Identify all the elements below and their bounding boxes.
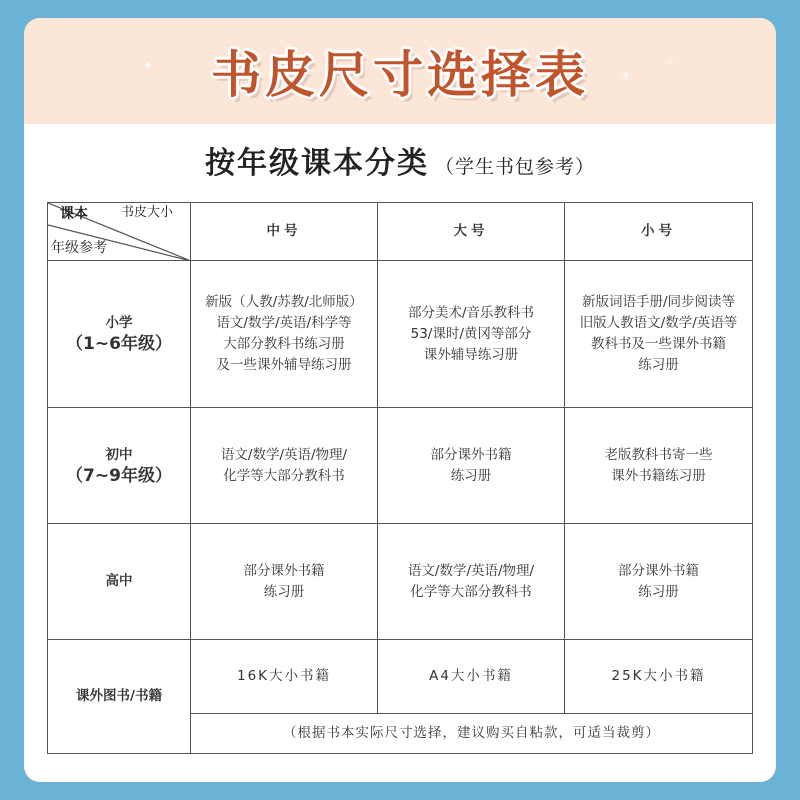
cell-line: 课外书籍练习册 [611, 467, 706, 484]
table-row-high [48, 524, 753, 640]
corner-header-cell [48, 203, 191, 261]
cell-line: 老版教科书寄一些 [604, 446, 713, 463]
table-cell [565, 261, 753, 408]
size-chart-card [24, 18, 776, 782]
table-cell [565, 408, 753, 524]
cell-line: 语文/数学/英语/物理/ [220, 446, 348, 463]
table-cell [378, 261, 565, 408]
corner-label-textbook: 课本 [60, 206, 88, 222]
table-cell [191, 524, 378, 640]
cell-line: 教科书及一些课外书籍 [591, 336, 726, 352]
grade-cell-primary [48, 261, 191, 408]
sparkle-icon: ✦ [142, 58, 154, 74]
cell-line: 部分课外书籍 [430, 446, 512, 463]
corner-label-cover-size: 书皮大小 [121, 205, 174, 220]
subtitle-main: 按年级课本分类 [204, 146, 429, 181]
cell-line: 语文/数学/英语/科学等 [216, 315, 352, 331]
grade-range: （1~6年级） [66, 334, 172, 354]
sparkle-icon: ✦ [620, 68, 632, 84]
cell-line: 新版词语手册/同步阅读等 [581, 294, 736, 310]
table-cell [378, 524, 565, 640]
cell-line: 旧版人教语文/数学/英语等 [579, 315, 738, 331]
cell-line: 新版（人教/苏教/北师版） [205, 294, 363, 310]
page-title: 书皮尺寸选择表 [211, 46, 589, 104]
table-cell [378, 408, 565, 524]
title-banner [24, 18, 776, 124]
cell-line: 语文/数学/英语/物理/ [407, 562, 535, 579]
subtitle [24, 138, 776, 182]
grade-cell-middle [48, 408, 191, 524]
table-row-primary [48, 261, 753, 408]
grade-label: 小学 [105, 315, 133, 331]
cell-line: 化学等大部分教科书 [410, 583, 532, 600]
table-cell [191, 408, 378, 524]
cell-line: 练习册 [263, 583, 305, 600]
size-header-medium: 中号 [191, 203, 378, 261]
table-cell: 25K大小书籍 [565, 640, 753, 714]
cell-line: 练习册 [450, 467, 492, 484]
cell-line: 部分课外书籍 [243, 562, 325, 579]
cell-line: 化学等大部分教科书 [223, 467, 345, 484]
cell-line: 及一些课外辅导练习册 [216, 357, 352, 373]
grade-cell-high [48, 524, 191, 640]
size-table [47, 202, 753, 754]
grade-range: （7~9年级） [66, 465, 172, 486]
footnote: （根据书本实际尺寸选择，建议购买自粘款，可适当裁剪） [191, 714, 753, 754]
cell-line: 课外辅导练习册 [423, 346, 519, 363]
grade-label: 高中 [105, 573, 133, 589]
cell-line: 大部分教科书练习册 [223, 336, 345, 352]
sparkle-icon: ✧ [664, 54, 676, 70]
table-cell [191, 261, 378, 408]
subtitle-note: （学生书包参考） [434, 156, 595, 178]
books-label-cell: 课外图书/书籍 [48, 640, 191, 754]
table-cell [565, 524, 753, 640]
cell-line: 53/课时/黄冈等部分 [410, 325, 532, 342]
table-cell: 16K大小书籍 [191, 640, 378, 714]
size-header-large: 大号 [378, 203, 565, 261]
corner-label-grade: 年级参考 [51, 240, 107, 256]
cell-line: 练习册 [638, 583, 679, 600]
grade-label: 初中 [105, 446, 133, 463]
cell-line: 部分美术/音乐教科书 [407, 304, 535, 321]
cell-line: 练习册 [638, 357, 679, 373]
cell-line: 部分课外书籍 [618, 562, 699, 579]
table-row-middle [48, 408, 753, 524]
table-header-row [48, 203, 753, 261]
table-cell: A4大小书籍 [378, 640, 565, 714]
table-row-books [48, 640, 753, 714]
size-header-small: 小号 [565, 203, 753, 261]
